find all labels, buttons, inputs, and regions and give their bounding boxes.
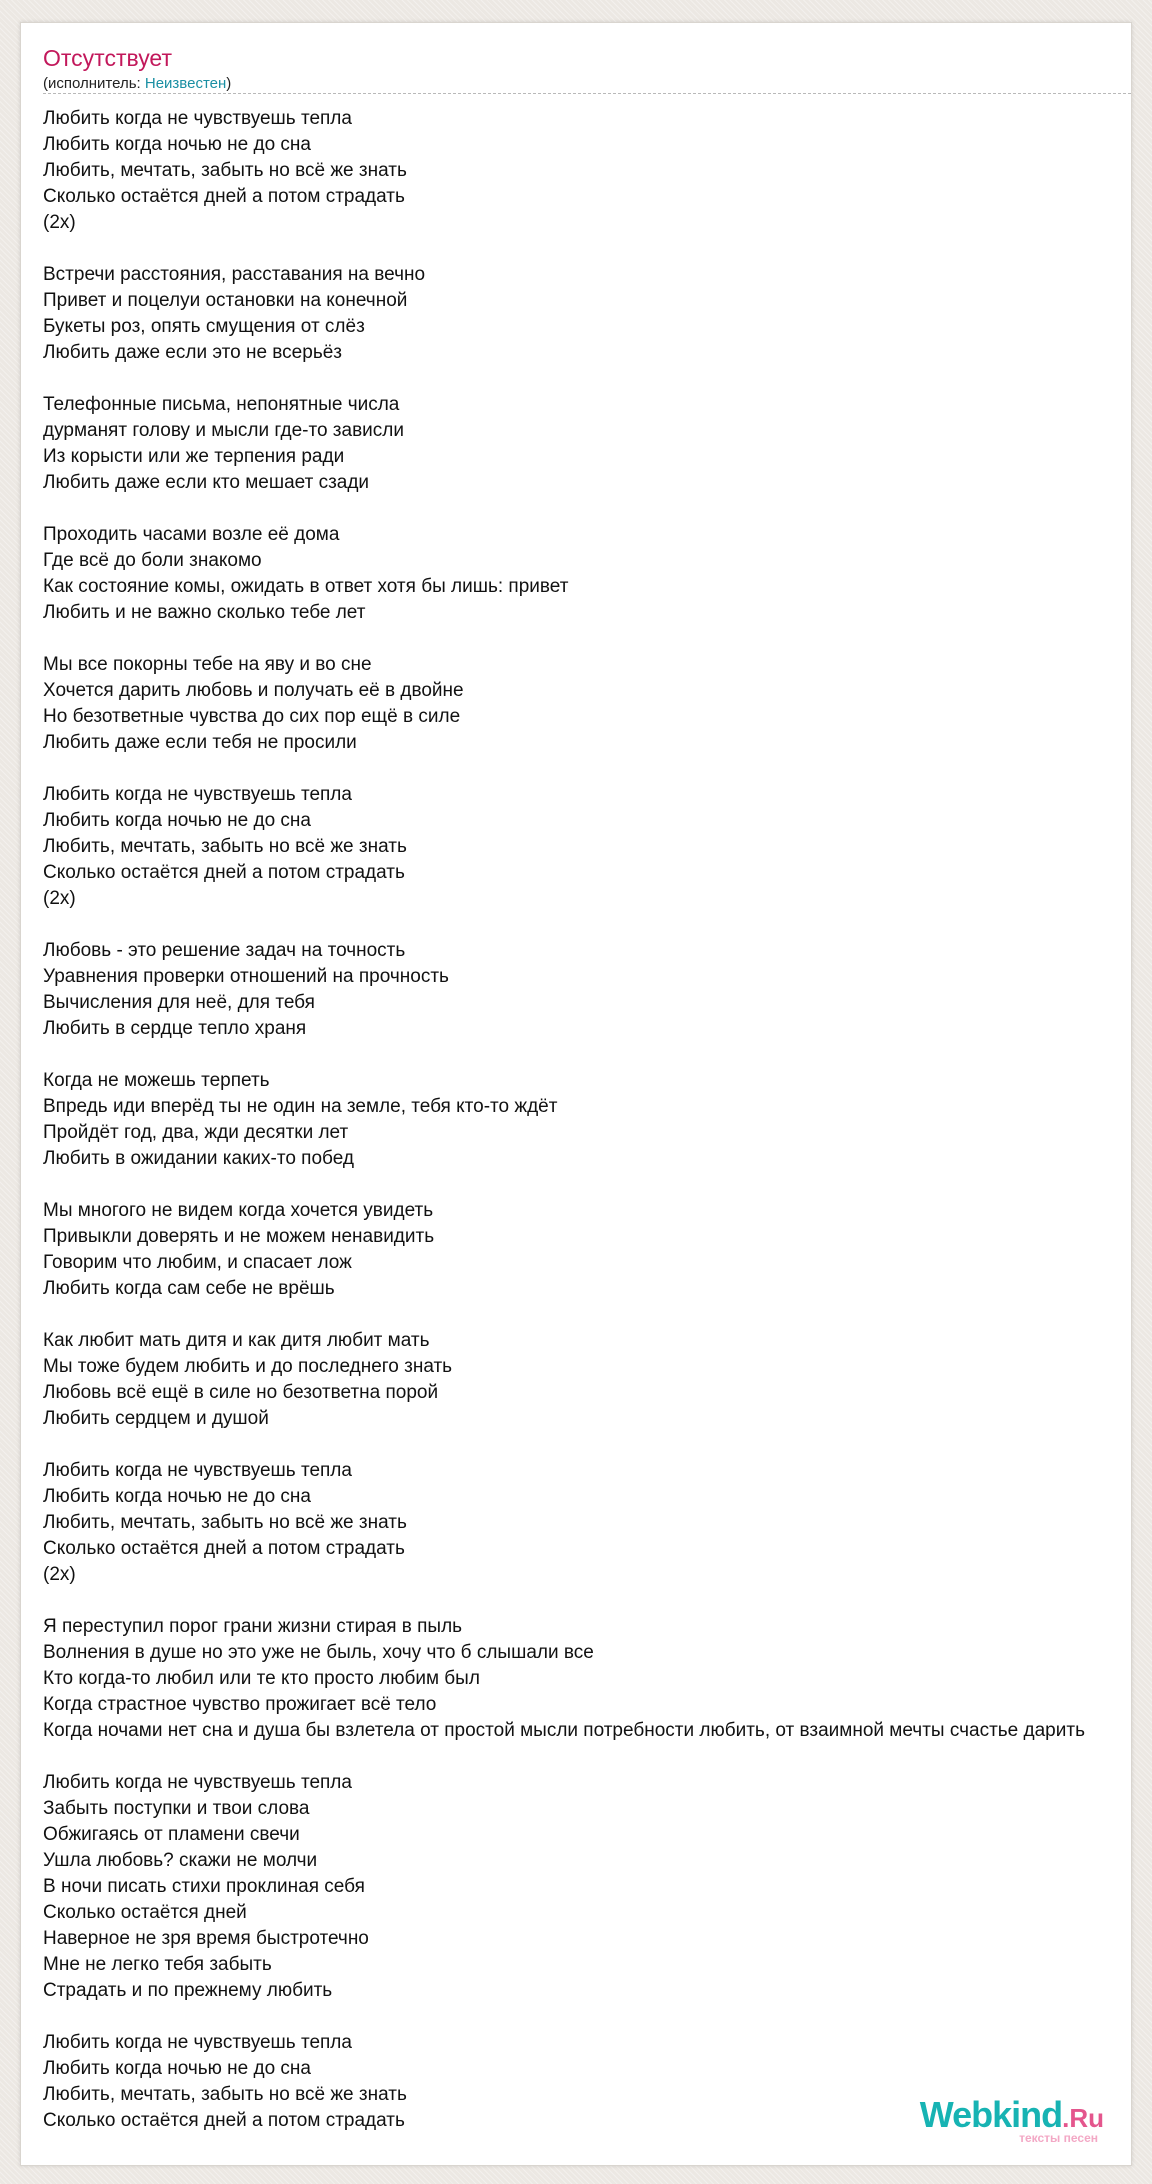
artist-line: [43, 74, 231, 94]
lyric-line: [43, 1432, 1132, 1458]
lyric-line: Мы тоже будем любить и до последнего знать: [43, 1356, 453, 1377]
artist-suffix: ): [226, 75, 232, 92]
lyric-line: [43, 236, 1132, 262]
lyric-line: Забыть поступки и твои слова: [43, 1798, 310, 1819]
lyric-line: Привет и поцелуи остановки на конечной: [43, 290, 408, 311]
lyric-line: Когда страстное чувство прожигает всё тело: [43, 1694, 437, 1715]
lyric-line: Любить даже если это не всерьёз: [43, 342, 342, 363]
lyric-line: Уравнения проверки отношений на прочность: [43, 966, 449, 987]
lyric-line: Наверное не зря время быстротечно: [43, 1928, 369, 1949]
lyric-line: Хочется дарить любовь и получать её в двойне: [43, 680, 464, 701]
artist-prefix: (исполнитель:: [43, 75, 145, 92]
lyric-line: Сколько остаётся дней: [43, 1902, 247, 1923]
lyric-line: Любить, мечтать, забыть но всё же знать: [43, 836, 407, 857]
lyric-line: Страдать и по прежнему любить: [43, 1980, 333, 2001]
lyric-line: [43, 912, 1132, 938]
lyric-line: Любить когда сам себе не врёшь: [43, 1278, 335, 1299]
lyric-line: Встречи расстояния, расставания на вечно: [43, 264, 426, 285]
lyric-line: Любить даже если тебя не просили: [43, 732, 357, 753]
lyric-line: Когда ночами нет сна и душа бы взлетела от простой мысли потребности любить, от взаимной мечты счастье дарить: [43, 1720, 1085, 1741]
lyric-line: Любовь всё ещё в силе но безответна порой: [43, 1382, 439, 1403]
lyric-line: Проходить часами возле её дома: [43, 524, 340, 545]
lyric-line: (2х): [43, 888, 76, 909]
lyric-line: Любить, мечтать, забыть но всё же знать: [43, 160, 407, 181]
lyric-line: Сколько остаётся дней а потом страдать: [43, 2110, 405, 2131]
lyric-line: Любить и не важно сколько тебе лет: [43, 602, 366, 623]
lyric-line: Любить когда не чувствуешь тепла: [43, 784, 352, 805]
lyric-line: Волнения в душе но это уже не быль, хочу что б слышали все: [43, 1642, 594, 1663]
lyric-line: [43, 626, 1132, 652]
lyric-line: [43, 366, 1132, 392]
lyrics-card: [20, 22, 1132, 2166]
title-divider: [43, 93, 1131, 94]
song-title: Отсутствует: [43, 45, 172, 71]
lyric-line: Букеты роз, опять смущения от слёз: [43, 316, 365, 337]
lyric-line: [43, 1744, 1132, 1770]
lyric-line: Кто когда-то любил или те кто просто любим был: [43, 1668, 480, 1689]
lyric-line: [43, 2004, 1132, 2030]
lyric-line: Я переступил порог грани жизни стирая в пыль: [43, 1616, 463, 1637]
lyric-line: Любить когда ночью не до сна: [43, 810, 311, 831]
lyrics-body: [43, 106, 1132, 2134]
lyric-line: Любовь - это решение задач на точность: [43, 940, 406, 961]
logo-word: Webkind: [919, 2094, 1063, 2135]
lyric-line: Как любит мать дитя и как дитя любит мать: [43, 1330, 430, 1351]
lyric-line: Ушла любовь? скажи не молчи: [43, 1850, 318, 1871]
lyric-line: Когда не можешь терпеть: [43, 1070, 270, 1091]
lyric-line: (2х): [43, 212, 76, 233]
webkind-logo[interactable]: [904, 2095, 1104, 2143]
lyric-line: Телефонные письма, непонятные числа: [43, 394, 400, 415]
lyric-line: Пройдёт год, два, жди десятки лет: [43, 1122, 349, 1143]
lyric-line: Мы все покорны тебе на яву и во сне: [43, 654, 372, 675]
lyric-line: Любить когда не чувствуешь тепла: [43, 2032, 352, 2053]
lyric-line: Любить в ожидании каких-то побед: [43, 1148, 354, 1169]
lyric-line: Любить, мечтать, забыть но всё же знать: [43, 2084, 407, 2105]
lyric-line: Как состояние комы, ожидать в ответ хотя бы лишь: привет: [43, 576, 569, 597]
lyric-line: Говорим что любим, и спасает лож: [43, 1252, 352, 1273]
lyric-line: [43, 1302, 1132, 1328]
lyric-line: В ночи писать стихи проклиная себя: [43, 1876, 365, 1897]
lyric-line: Где всё до боли знакомо: [43, 550, 262, 571]
lyric-line: Любить сердцем и душой: [43, 1408, 269, 1429]
lyric-line: [43, 1042, 1132, 1068]
lyric-line: [43, 1588, 1132, 1614]
lyric-line: [43, 756, 1132, 782]
lyric-line: Мне не легко тебя забыть: [43, 1954, 272, 1975]
lyric-line: Любить в сердце тепло храня: [43, 1018, 307, 1039]
lyric-line: Из корысти или же терпения ради: [43, 446, 345, 467]
lyric-line: Любить когда ночью не до сна: [43, 1486, 311, 1507]
lyric-line: Вычисления для неё, для тебя: [43, 992, 315, 1013]
lyric-line: [43, 1172, 1132, 1198]
lyric-line: Любить когда не чувствуешь тепла: [43, 108, 352, 129]
lyric-line: Любить когда не чувствуешь тепла: [43, 1460, 352, 1481]
lyric-line: дурманят голову и мысли где-то зависли: [43, 420, 404, 441]
lyric-line: Любить когда не чувствуешь тепла: [43, 1772, 352, 1793]
lyric-line: Сколько остаётся дней а потом страдать: [43, 1538, 405, 1559]
artist-link[interactable]: Неизвестен: [144, 75, 227, 92]
lyric-line: Сколько остаётся дней а потом страдать: [43, 186, 405, 207]
lyric-line: [43, 496, 1132, 522]
lyric-line: Любить когда ночью не до сна: [43, 134, 311, 155]
lyric-line: Мы многого не видем когда хочется увидеть: [43, 1200, 434, 1221]
lyric-line: Любить даже если кто мешает сзади: [43, 472, 370, 493]
lyric-line: (2х): [43, 1564, 76, 1585]
lyric-line: Сколько остаётся дней а потом страдать: [43, 862, 405, 883]
logo-tagline: тексты песен: [1019, 2131, 1098, 2145]
lyric-line: Привыкли доверять и не можем ненавидить: [43, 1226, 435, 1247]
lyric-line: Любить когда ночью не до сна: [43, 2058, 311, 2079]
lyric-line: Любить, мечтать, забыть но всё же знать: [43, 1512, 407, 1533]
lyric-line: Впредь иди вперёд ты не один на земле, тебя кто-то ждёт: [43, 1096, 558, 1117]
lyric-line: Обжигаясь от пламени свечи: [43, 1824, 300, 1845]
lyric-line: Но безответные чувства до сих пор ещё в силе: [43, 706, 461, 727]
logo-tld: .Ru: [1062, 2103, 1104, 2133]
